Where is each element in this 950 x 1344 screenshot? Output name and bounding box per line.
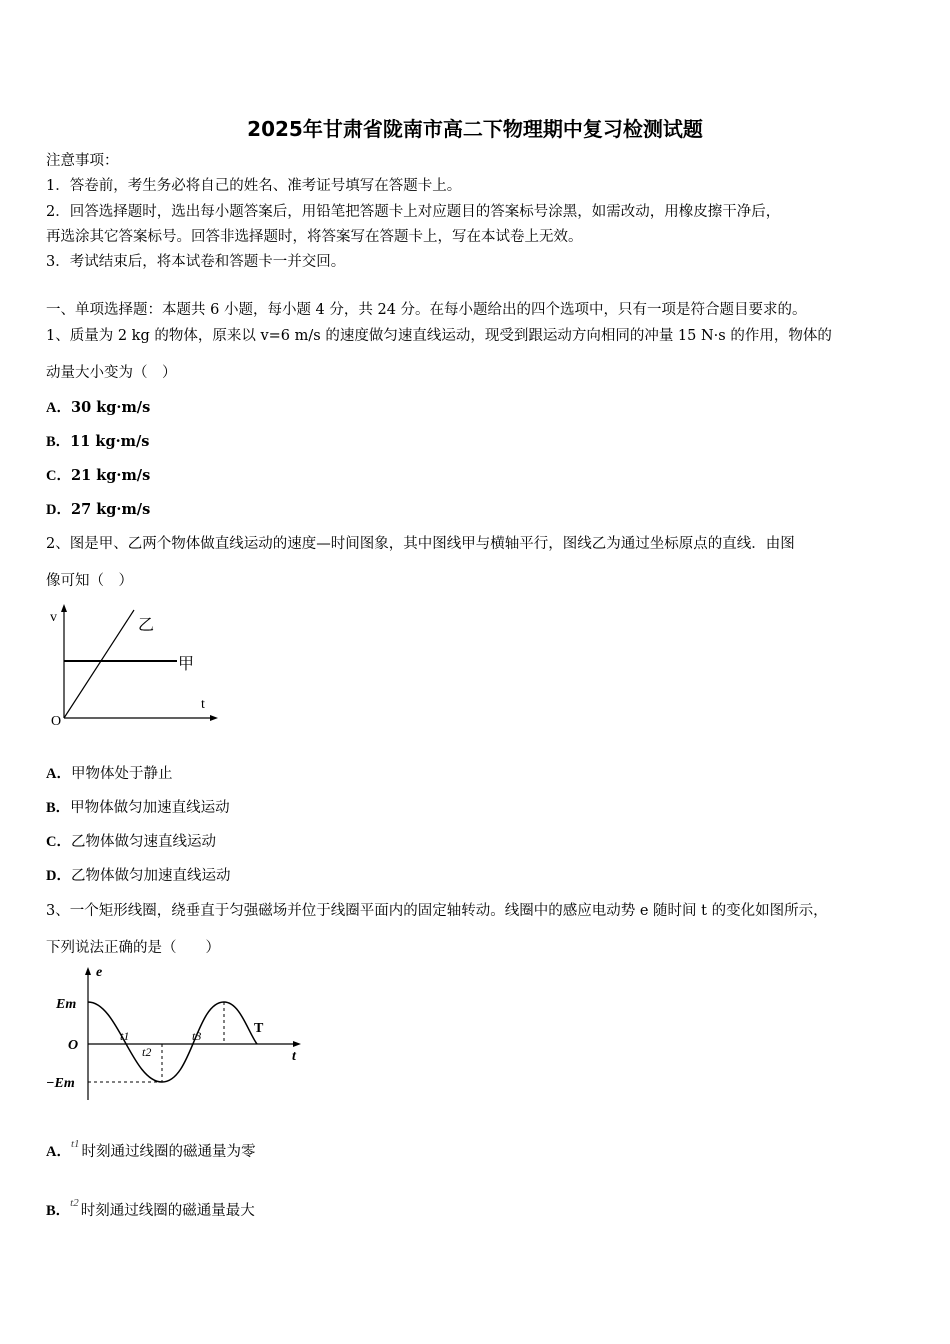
notice-item: 再选涂其它答案标号。回答非选择题时，将答案写在答题卡上，写在本试卷上无效。 (46, 229, 583, 245)
t-axis-arrow (210, 715, 218, 721)
q3-option-a (46, 1138, 256, 1162)
origin-label: O (51, 714, 62, 729)
q1-stem-line2: 动量大小变为（ ） (46, 365, 177, 381)
jia-label: 甲 (178, 654, 195, 673)
t1-label: t1 (120, 1029, 130, 1043)
v-axis-arrow (61, 604, 67, 612)
q3-stem-line1: 3、一个矩形线圈，绕垂直于匀强磁场并位于线圈平面内的固定轴转动。线圈中的感应电动势 e 随时间 t 的变化如图所示， (46, 903, 828, 919)
option-text: 乙物体做匀速直线运动 (70, 834, 216, 850)
emf-curve (88, 1002, 257, 1082)
q3-et-graph (44, 962, 306, 1104)
option-letter: B． (46, 434, 71, 450)
option-letter: B． (46, 800, 71, 816)
q2-option-c (46, 833, 216, 851)
t-label: t (292, 1049, 296, 1064)
yi-label: 乙 (138, 615, 155, 634)
option-text: 甲物体做匀加速直线运动 (70, 800, 230, 816)
notice-item: 2．回答选择题时，选出每小题答案后，用铅笔把答题卡上对应题目的答案标号涂黑，如需改动，用橡皮擦干净后， (46, 204, 781, 220)
q1-option-d (46, 501, 150, 519)
option-letter: D． (46, 502, 71, 518)
q2-stem-line2: 像可知（ ） (46, 573, 133, 589)
option-letter: D． (46, 868, 71, 884)
t2-label: t2 (142, 1045, 152, 1059)
neg-em-label: −Em (46, 1076, 75, 1091)
q3-option-b (46, 1197, 255, 1221)
option-text: 30 kg·m/s (70, 399, 151, 416)
option-text: 乙物体做匀加速直线运动 (70, 868, 231, 884)
q2-option-d (46, 867, 230, 885)
q3-stem-line2: 下列说法正确的是（ ） (46, 940, 220, 956)
q1-option-a (46, 399, 150, 417)
notice-heading: 注意事项： (46, 153, 119, 169)
origin-label: O (68, 1038, 79, 1053)
q2-stem-line1: 2、图是甲、乙两个物体做直线运动的速度—时间图象，其中图线甲与横轴平行，图线乙为通过坐标原点的直线．由图 (46, 536, 795, 552)
period-label: T (254, 1021, 264, 1036)
option-text: 27 kg·m/s (70, 501, 151, 518)
q2-vt-graph (46, 600, 226, 730)
v-label: v (50, 610, 57, 625)
option-letter: A． (46, 1144, 71, 1160)
page-title: 2025年甘肃省陇南市高二下物理期中复习检测试题 (247, 117, 703, 141)
e-label: e (96, 965, 103, 980)
section-heading: 一、单项选择题：本题共 6 小题，每小题 4 分，共 24 分。在每小题给出的四个选项中，只有一项是符合题目要求的。 (46, 302, 807, 318)
q2-option-a (46, 765, 172, 783)
notice-item: 3．考试结束后，将本试卷和答题卡一并交回。 (46, 254, 346, 270)
option-letter: C． (46, 834, 71, 850)
line-yi (64, 610, 134, 718)
option-text: 11 kg·m/s (70, 433, 150, 450)
q1-option-c (46, 467, 150, 485)
option-symbol: t2 (70, 1197, 79, 1209)
option-symbol: t1 (70, 1138, 80, 1150)
q2-option-b (46, 799, 230, 817)
q1-option-b (46, 433, 149, 451)
option-text: 时刻通过线圈的磁通量为零 (81, 1144, 256, 1160)
option-text: 甲物体处于静止 (70, 766, 173, 782)
notice-item: 1．答卷前，考生务必将自己的姓名、准考证号填写在答题卡上。 (46, 178, 462, 194)
em-label: Em (56, 997, 77, 1012)
option-letter: A． (46, 766, 71, 782)
option-letter: A． (46, 400, 71, 416)
t3-label: t3 (192, 1029, 202, 1043)
option-text: 时刻通过线圈的磁通量最大 (80, 1203, 255, 1219)
t-axis-arrow (293, 1041, 301, 1047)
e-axis-arrow (85, 967, 91, 975)
option-text: 21 kg·m/s (70, 467, 151, 484)
option-letter: C． (46, 468, 71, 484)
t-label: t (201, 697, 205, 712)
q1-stem-line1: 1、质量为 2 kg 的物体，原来以 v=6 m/s 的速度做匀速直线运动，现受到跟运动方向相同的冲量 15 N·s 的作用，物体的 (46, 328, 832, 344)
option-letter: B． (46, 1203, 71, 1219)
